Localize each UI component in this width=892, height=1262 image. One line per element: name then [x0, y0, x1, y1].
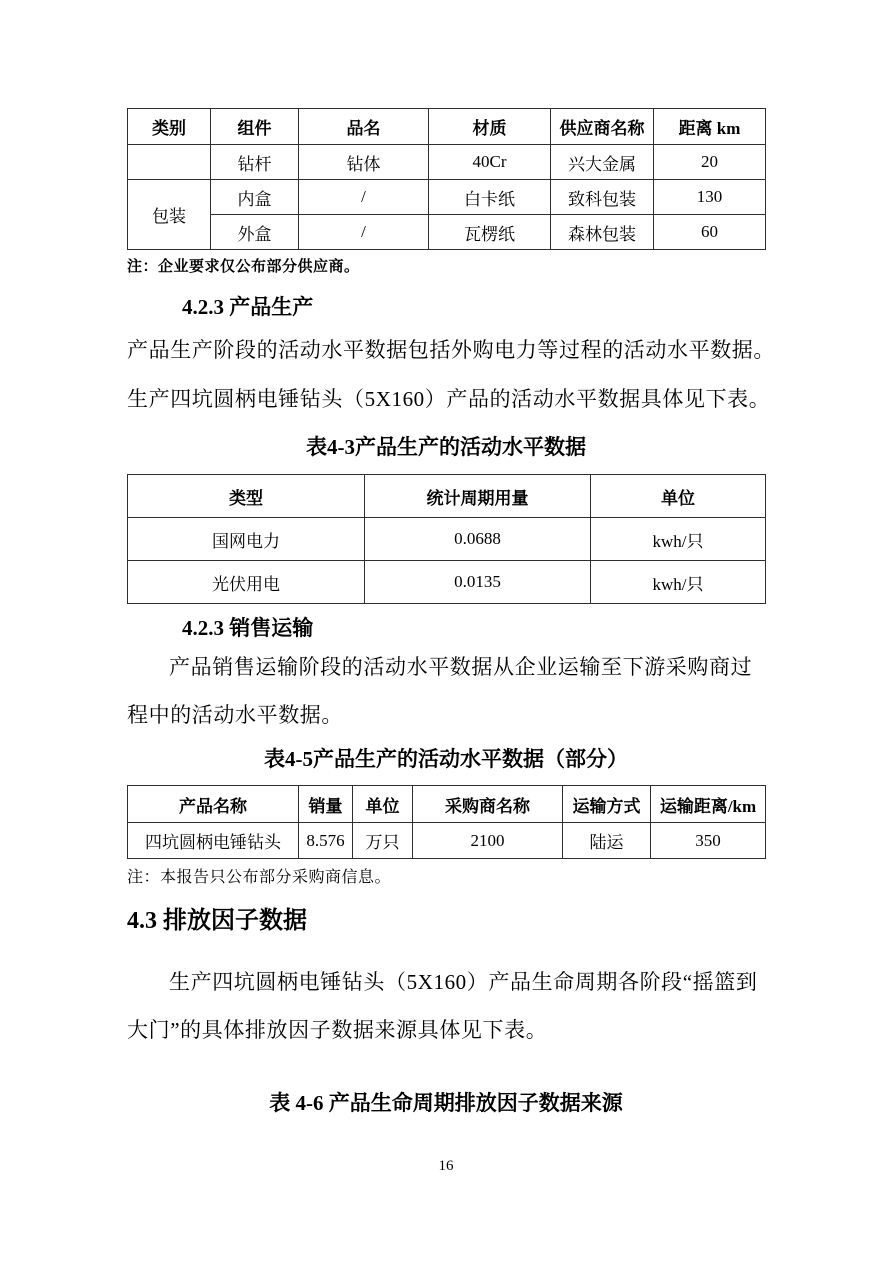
heading-emission-factors: 4.3 排放因子数据 [127, 908, 307, 934]
column-header-type: 类型 [128, 475, 365, 518]
paragraph-line: 生产四坑圆柄电锤钻头（5X160）产品生命周期各阶段“摇篮到 [169, 970, 758, 994]
page-content [127, 0, 775, 1116]
cell-sales-volume: 8.576 [299, 823, 353, 859]
cell-product-name: 四坑圆柄电锤钻头 [128, 823, 299, 859]
cell-unit: kwh/只 [591, 561, 766, 604]
cell-buyer: 2100 [413, 823, 563, 859]
column-header-transport-distance: 运输距离/km [651, 786, 766, 823]
heading-product-production: 4.2.3 产品生产 [182, 295, 314, 319]
paragraph-line: 大门”的具体排放因子数据来源具体见下表。 [127, 1018, 548, 1042]
column-header-product-name: 产品名称 [128, 786, 299, 823]
cell-type: 国网电力 [128, 518, 365, 561]
production-header-row [128, 475, 766, 518]
table-row [128, 145, 766, 180]
column-header-unit: 单位 [591, 475, 766, 518]
production-activity-table [127, 474, 766, 604]
paragraph-line: 产品生产阶段的活动水平数据包括外购电力等过程的活动水平数据。 [127, 338, 775, 362]
column-header-unit: 单位 [353, 786, 413, 823]
table-4-3-title: 表4-3产品生产的活动水平数据 [306, 435, 586, 459]
cell-supplier: 致科包装 [551, 180, 654, 215]
cell-unit: 万只 [353, 823, 413, 859]
table-4-5-title: 表4-5产品生产的活动水平数据（部分） [264, 747, 628, 771]
column-header-transport-mode: 运输方式 [563, 786, 651, 823]
cell-distance: 130 [654, 180, 766, 215]
cell-type: 光伏用电 [128, 561, 365, 604]
column-header-component: 组件 [211, 109, 299, 145]
column-header-buyer: 采购商名称 [413, 786, 563, 823]
cell-component: 外盒 [211, 215, 299, 250]
page-number: 16 [438, 1158, 454, 1174]
paragraph-line: 产品销售运输阶段的活动水平数据从企业运输至下游采购商过 [169, 655, 753, 679]
heading-sales-transport: 4.2.3 销售运输 [182, 616, 314, 640]
sales-table-note: 注：本报告只公布部分采购商信息。 [127, 869, 392, 886]
paragraph-production [127, 326, 775, 424]
cell-usage: 0.0135 [365, 561, 591, 604]
table-4-6-title: 表 4-6 产品生命周期排放因子数据来源 [269, 1091, 623, 1115]
sales-transport-table [127, 785, 766, 859]
cell-usage: 0.0688 [365, 518, 591, 561]
cell-material: 白卡纸 [429, 180, 551, 215]
paragraph-line: 生产四坑圆柄电锤钻头（5X160）产品的活动水平数据具体见下表。 [127, 387, 771, 411]
cell-supplier: 森林包装 [551, 215, 654, 250]
cell-product: / [299, 180, 429, 215]
table-row [128, 180, 766, 215]
table-row [128, 561, 766, 604]
cell-category-merged: 包装 [128, 180, 211, 250]
cell-transport-mode: 陆运 [563, 823, 651, 859]
table-row [128, 823, 766, 859]
cell-material: 40Cr [429, 145, 551, 180]
cell-supplier: 兴大金属 [551, 145, 654, 180]
table-row [128, 518, 766, 561]
column-header-distance: 距离 km [654, 109, 766, 145]
suppliers-table-note: 注：企业要求仅公布部分供应商。 [127, 258, 360, 275]
paragraph-emission [127, 958, 765, 1054]
column-header-material: 材质 [429, 109, 551, 145]
cell-product: 钻体 [299, 145, 429, 180]
cell-unit: kwh/只 [591, 518, 766, 561]
column-header-supplier: 供应商名称 [551, 109, 654, 145]
cell-distance: 60 [654, 215, 766, 250]
cell-transport-distance: 350 [651, 823, 766, 859]
cell-component: 钻杆 [211, 145, 299, 180]
paragraph-line: 程中的活动水平数据。 [127, 703, 343, 727]
paragraph-sales [127, 643, 765, 739]
column-header-sales-volume: 销量 [299, 786, 353, 823]
cell-product: / [299, 215, 429, 250]
cell-distance: 20 [654, 145, 766, 180]
suppliers-header-row [128, 109, 766, 145]
column-header-product: 品名 [299, 109, 429, 145]
suppliers-table [127, 108, 766, 250]
cell-material: 瓦楞纸 [429, 215, 551, 250]
cell-component: 内盒 [211, 180, 299, 215]
column-header-category: 类别 [128, 109, 211, 145]
column-header-usage: 统计周期用量 [365, 475, 591, 518]
sales-header-row [128, 786, 766, 823]
cell-category [128, 145, 211, 180]
table-row [128, 215, 766, 250]
